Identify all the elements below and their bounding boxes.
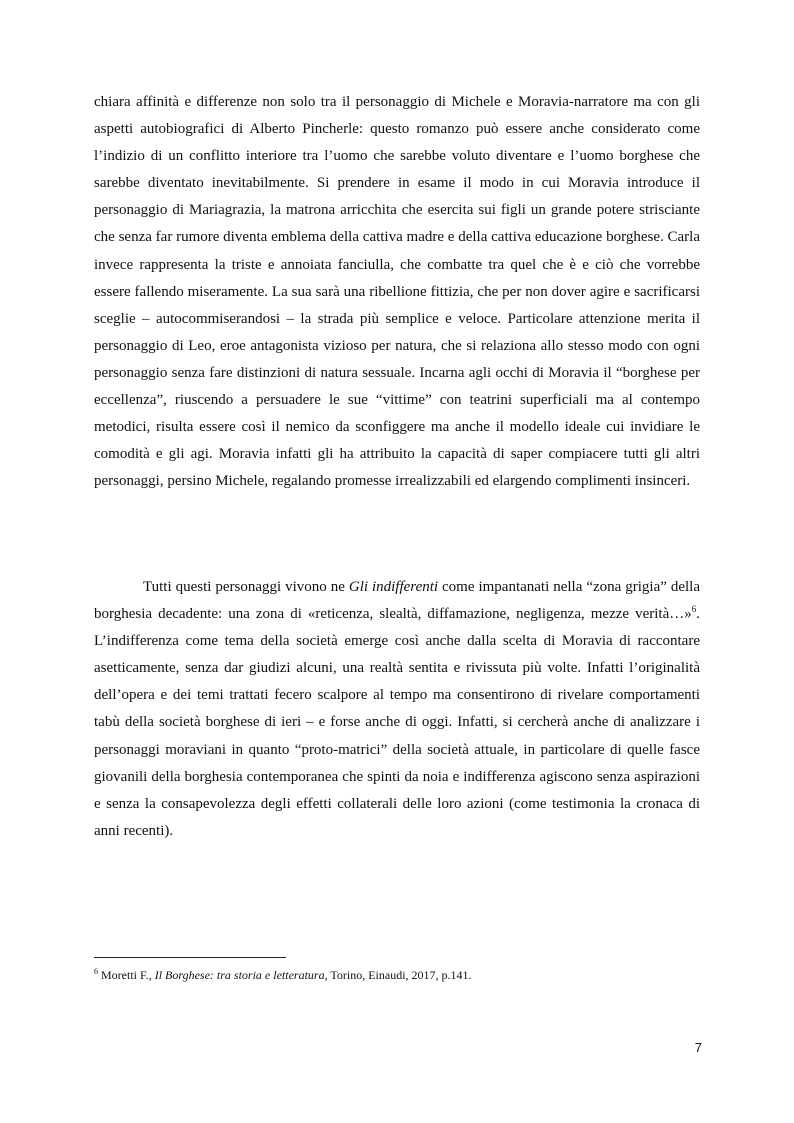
- footnote-reference[interactable]: 6: [691, 604, 697, 615]
- paragraph-1-text: chiara affinità e differenze non solo tra il personaggio di Michele e Moravia-narratore ma con gli aspetti autobiografici di Alberto Pincherle: questo romanzo può essere anche considerato come l’indizio di un conflitto interiore tra l’uomo che sarebbe voluto diventare e l’uomo borghese che sarebbe diventato inevitabilmente. Si prendere in esame il modo in cui Moravia introduce il personaggio di Mariagrazia, la matrona arricchita che esercita sui figli un grande potere strisciante che senza far rumore diventa emblema della cattiva madre e della cattiva educazione borghese. Carla invece rappresenta la triste e annoiata fanciulla, che combatte tra quel che è e ciò che vorrebbe essere fallendo miseramente. La sua sarà una ribellione fittizia, che per non dover agire e sacrificarsi sceglie – autocommiserandosi – la strada più semplice e veloce. Particolare attenzione merita il personaggio di Leo, eroe antagonista vizioso per natura, che si relaziona allo stesso modo con ogni personaggio senza fare distinzioni di natura sessuale. Incarna agli occhi di Moravia il “borghese per eccellenza”, riuscendo a persuadere le sue “vittime” con teatrini superficiali ma al contempo metodici, risulta essere così il nemico da sconfiggere ma anche il modello ideale cui invidiare le comodità e gli agi. Moravia infatti gli ha attribuito la capacità di saper compiacere tutti gli altri personaggi, persino Michele, regalando promesse irrealizzabili ed elargendo complimenti insinceri.: [94, 94, 700, 490]
- footnote-book-title: Il Borghese: tra storia e letteratura: [154, 968, 325, 982]
- footnote: [94, 967, 700, 983]
- page-number: 7: [694, 1040, 702, 1055]
- footnote-citation: , Torino, Einaudi, 2017, p.141.: [324, 968, 472, 982]
- footnote-separator: [94, 957, 286, 958]
- book-title: Gli indifferenti: [348, 579, 439, 595]
- body-paragraph-1: [94, 89, 700, 495]
- body-paragraph-2: [94, 574, 700, 845]
- paragraph-2-quote: come impantanati nella “zona grigia” della borghesia decadente: una zona di «reticenza, slealtà, diffamazione, negligenza, mezze verità…»: [94, 579, 700, 623]
- footnote-author: Moretti F.,: [98, 968, 155, 982]
- paragraph-2-rest: . L’indifferenza come tema della società emerge così anche dalla scelta di Moravia di raccontare asetticamente, senza dar giudizi alcuni, una realtà sentita e rivissuta più volte. Infatti l’originalità dell’opera e dei temi trattati fecero scalpore al tempo ma consentirono di rivelare comportamenti tabù della società borghese di ieri – e forse anche di oggi. Infatti, si cercherà anche di analizzare i personaggi moraviani in quanto “proto-matrici” della società attuale, in particolare di quelle fasce giovanili della borghesia contemporanea che spinti da noia e indifferenza agiscono senza aspirazioni e senza la consapevolezza degli effetti collaterali delle loro azioni (come testimonia la cronaca di anni recenti).: [94, 606, 700, 839]
- paragraph-2-intro: Tutti questi personaggi vivono ne: [143, 579, 349, 595]
- footnote-number: 6: [94, 967, 98, 976]
